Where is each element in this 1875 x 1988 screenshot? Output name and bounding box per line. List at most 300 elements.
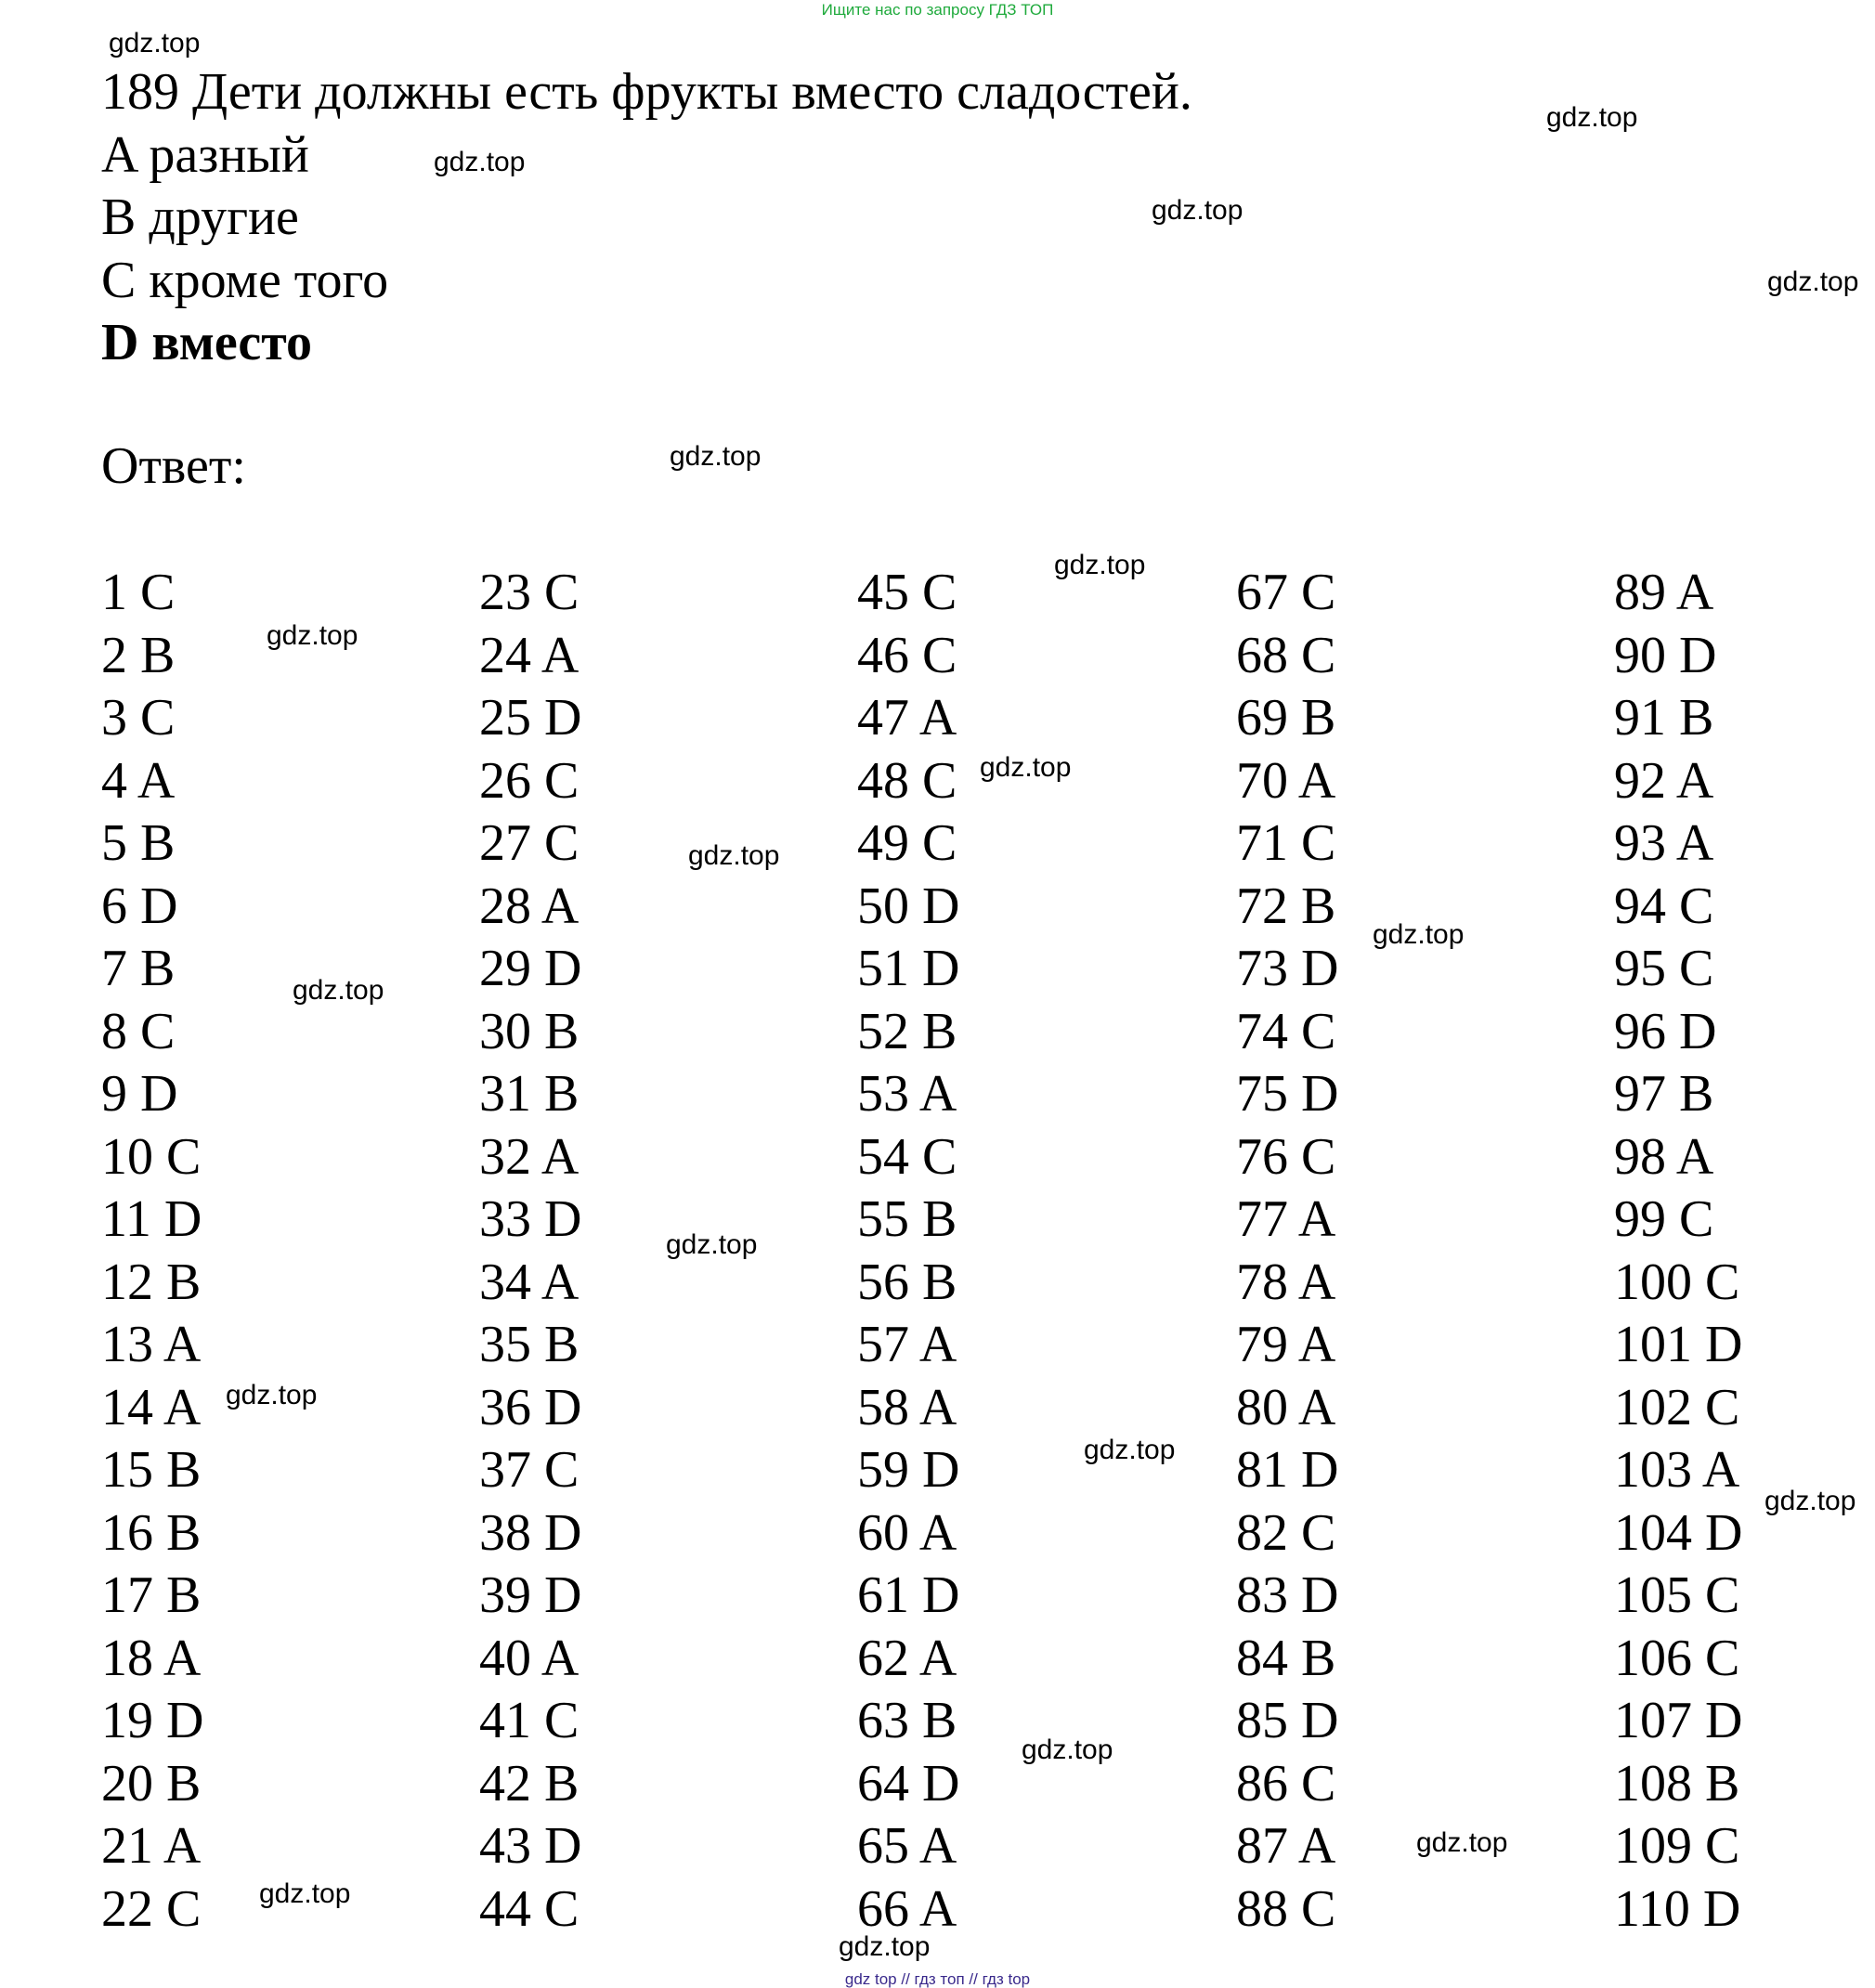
answer-number: 90: [1614, 626, 1666, 684]
answer-item: [1614, 1440, 1739, 1500]
answer-item: [101, 1315, 201, 1374]
answer-item: [101, 688, 175, 747]
answer-number: 3: [101, 689, 127, 747]
answer-item: [857, 877, 959, 936]
answer-item: [479, 1879, 579, 1939]
answer-number: 2: [101, 626, 127, 684]
answer-item: [101, 563, 175, 622]
answer-letter: B: [140, 940, 176, 997]
answer-item: [101, 1691, 203, 1750]
answer-number: 31: [479, 1065, 531, 1123]
answer-item: [857, 813, 957, 873]
answer-letter: B: [1301, 689, 1336, 747]
answer-item: [479, 563, 579, 622]
answer-item: [1236, 1754, 1335, 1813]
answer-number: 27: [479, 814, 531, 872]
answer-letter: C: [544, 564, 579, 621]
answer-item: [857, 1879, 957, 1939]
option-d-correct: [101, 313, 312, 372]
answer-item: [857, 1002, 957, 1061]
answer-number: 86: [1236, 1754, 1288, 1813]
watermark: gdz.top: [434, 147, 526, 177]
answer-number: 76: [1236, 1127, 1288, 1186]
answer-item: [479, 1315, 579, 1374]
answer-number: 58: [857, 1378, 909, 1436]
answer-number: 8: [101, 1002, 127, 1060]
answer-number: 40: [479, 1629, 531, 1687]
watermark: gdz.top: [1084, 1435, 1176, 1465]
answer-letter: C: [1705, 1817, 1740, 1875]
top-banner: Ищите нас по запросу ГДЗ ТОП: [821, 1, 1054, 19]
answer-number: 88: [1236, 1879, 1288, 1938]
answer-number: 91: [1614, 689, 1666, 747]
answer-letter: C: [922, 1127, 957, 1186]
watermark: gdz.top: [267, 620, 358, 651]
answer-letter: D: [1301, 1065, 1339, 1123]
answer-number: 52: [857, 1002, 909, 1060]
answer-number: 101: [1614, 1316, 1692, 1373]
answer-letter: B: [544, 1065, 579, 1123]
answer-item: [1614, 1566, 1739, 1625]
answer-letter: D: [1679, 626, 1717, 684]
answer-item: [857, 1754, 959, 1813]
answer-number: 37: [479, 1441, 531, 1499]
answer-letter: C: [1301, 1754, 1336, 1813]
answer-item: [1614, 1002, 1716, 1061]
answer-item: [1614, 813, 1713, 873]
answer-number: 63: [857, 1692, 909, 1749]
answer-item: [1236, 1127, 1335, 1187]
answer-letter: D: [544, 1817, 582, 1875]
answer-letter: A: [918, 1503, 957, 1562]
watermark: gdz.top: [1416, 1827, 1508, 1858]
watermark: gdz.top: [839, 1931, 931, 1962]
answer-item: [857, 688, 957, 747]
answer-item: [1236, 1440, 1338, 1500]
answer-number: 23: [479, 564, 531, 621]
footer-link[interactable]: гдз топ: [914, 1970, 965, 1988]
answer-number: 74: [1236, 1002, 1288, 1060]
answer-item: [1236, 1253, 1335, 1312]
answer-letter: B: [1705, 1754, 1740, 1813]
footer-separator: //: [901, 1970, 910, 1988]
footer-link[interactable]: gdz top: [844, 1970, 897, 1988]
answer-letter: A: [163, 1629, 202, 1687]
answer-number: 95: [1614, 940, 1666, 997]
answer-letter: C: [544, 1879, 579, 1938]
answer-number: 45: [857, 564, 909, 621]
answer-letter: C: [1301, 814, 1336, 872]
answer-item: [1236, 1566, 1338, 1625]
answer-item: [101, 1816, 201, 1876]
answer-letter: C: [166, 1879, 202, 1938]
answer-letter: A: [163, 1378, 202, 1436]
answer-number: 81: [1236, 1441, 1288, 1499]
answer-item: [1614, 1503, 1742, 1563]
answer-item: [1236, 1629, 1335, 1688]
answer-item: [1236, 1064, 1338, 1124]
answer-item: [101, 813, 175, 873]
answer-item: [857, 1189, 957, 1249]
answer-number: 80: [1236, 1378, 1288, 1436]
answer-number: 22: [101, 1879, 153, 1938]
answer-number: 33: [479, 1190, 531, 1248]
answer-number: 61: [857, 1566, 909, 1624]
answer-number: 46: [857, 626, 909, 684]
answer-item: [101, 1064, 177, 1124]
answer-item: [857, 1566, 959, 1625]
answer-number: 77: [1236, 1190, 1288, 1248]
watermark: gdz.top: [259, 1878, 351, 1909]
answer-number: 16: [101, 1503, 153, 1562]
answer-letter: A: [540, 877, 579, 935]
answer-item: [857, 1629, 957, 1688]
answer-number: 56: [857, 1253, 909, 1311]
answer-number: 105: [1614, 1566, 1692, 1624]
answer-letter: C: [140, 1002, 176, 1060]
answer-number: 21: [101, 1817, 153, 1875]
answer-number: 57: [857, 1316, 909, 1373]
answer-number: 29: [479, 940, 531, 997]
answer-number: 38: [479, 1503, 531, 1562]
answer-letter: D: [922, 1441, 960, 1499]
answer-letter: C: [1301, 626, 1336, 684]
answer-letter: D: [1679, 1002, 1717, 1060]
option-c: [101, 251, 388, 310]
answer-number: 42: [479, 1754, 531, 1813]
answer-number: 110: [1614, 1879, 1690, 1938]
answer-item: [479, 751, 579, 811]
answer-number: 83: [1236, 1566, 1288, 1624]
answer-letter: D: [544, 1503, 582, 1562]
answer-item: [857, 1315, 957, 1374]
answer-item: [479, 939, 581, 998]
answer-number: 84: [1236, 1629, 1288, 1687]
answer-item: [1236, 1691, 1338, 1750]
answer-number: 43: [479, 1817, 531, 1875]
answer-letter: C: [544, 751, 579, 810]
answer-number: 6: [101, 877, 127, 935]
answer-item: [1236, 688, 1335, 747]
answer-letter: A: [540, 626, 579, 684]
answer-number: 82: [1236, 1503, 1288, 1562]
answer-letter: C: [922, 814, 957, 872]
answer-item: [1236, 877, 1335, 936]
answer-letter: A: [1675, 1127, 1714, 1186]
answer-letter: B: [922, 1002, 957, 1060]
answer-letter: C: [166, 1127, 202, 1186]
watermark: gdz.top: [1373, 919, 1465, 950]
watermark: gdz.top: [1546, 102, 1638, 133]
answer-letter: A: [1297, 1190, 1336, 1248]
answer-item: [1614, 751, 1713, 811]
answer-number: 103: [1614, 1441, 1692, 1499]
answer-number: 70: [1236, 751, 1288, 810]
answer-number: 48: [857, 751, 909, 810]
answer-item: [857, 1064, 957, 1124]
answer-item: [1236, 626, 1335, 685]
answer-number: 60: [857, 1503, 909, 1562]
answer-item: [479, 1754, 579, 1813]
answer-item: [1614, 1879, 1740, 1939]
answer-letter: C: [544, 1441, 579, 1499]
answer-letter: C: [922, 751, 957, 810]
answer-letter: A: [1297, 1316, 1336, 1373]
watermark: gdz.top: [1152, 195, 1243, 226]
option-letter: A: [101, 126, 137, 184]
answer-letter: A: [163, 1316, 202, 1373]
answer-item: [101, 1127, 201, 1187]
answer-letter: A: [163, 1817, 202, 1875]
answer-number: 65: [857, 1817, 909, 1875]
answer-item: [1614, 939, 1713, 998]
answer-letter: A: [918, 689, 957, 747]
answer-letter: C: [1301, 1002, 1336, 1060]
answer-number: 99: [1614, 1190, 1666, 1248]
answer-number: 79: [1236, 1316, 1288, 1373]
answer-letter: D: [922, 940, 960, 997]
answer-number: 54: [857, 1127, 909, 1186]
answer-letter: A: [1675, 814, 1714, 872]
answer-number: 93: [1614, 814, 1666, 872]
answer-number: 5: [101, 814, 127, 872]
answer-number: 62: [857, 1629, 909, 1687]
answer-letter: D: [922, 1566, 960, 1624]
answer-number: 4: [101, 751, 127, 810]
answer-letter: D: [1705, 1692, 1743, 1749]
answer-item: [1236, 1378, 1335, 1437]
answer-letter: B: [1301, 1629, 1336, 1687]
answer-number: 34: [479, 1253, 531, 1311]
answer-item: [479, 1002, 579, 1061]
answer-letter: B: [166, 1566, 202, 1624]
watermark: gdz.top: [980, 752, 1072, 783]
answer-number: 26: [479, 751, 531, 810]
answer-number: 14: [101, 1378, 153, 1436]
answer-item: [857, 1253, 957, 1312]
answer-item: [101, 1754, 201, 1813]
answer-number: 35: [479, 1316, 531, 1373]
answer-item: [1236, 751, 1335, 811]
answer-item: [479, 1691, 579, 1750]
answer-number: 18: [101, 1629, 153, 1687]
answer-number: 72: [1236, 877, 1288, 935]
answer-number: 36: [479, 1378, 531, 1436]
answer-letter: A: [918, 1316, 957, 1373]
answer-letter: C: [922, 564, 957, 621]
answer-item: [101, 1002, 175, 1061]
answer-letter: A: [540, 1629, 579, 1687]
answer-number: 28: [479, 877, 531, 935]
option-text: другие: [149, 188, 299, 246]
answer-item: [1236, 563, 1335, 622]
watermark: gdz.top: [1022, 1735, 1113, 1765]
answer-letter: C: [544, 1692, 579, 1749]
answer-letter: D: [1301, 1566, 1339, 1624]
answer-item: [1236, 1879, 1335, 1939]
answer-item: [479, 1189, 581, 1249]
answer-number: 89: [1614, 564, 1666, 621]
answer-item: [1614, 1064, 1713, 1124]
option-text: кроме того: [149, 252, 389, 309]
answer-number: 13: [101, 1316, 153, 1373]
answer-item: [1614, 1253, 1739, 1312]
answer-letter: D: [1301, 1441, 1339, 1499]
answer-letter: C: [1679, 877, 1714, 935]
answer-number: 97: [1614, 1065, 1666, 1123]
footer-separator: //: [969, 1970, 978, 1988]
answer-letter: D: [1301, 940, 1339, 997]
answer-item: [857, 626, 957, 685]
answer-letter: C: [544, 814, 579, 872]
answer-item: [479, 1253, 579, 1312]
answer-item: [857, 1691, 957, 1750]
answer-letter: C: [140, 564, 176, 621]
answer-letter: A: [918, 1065, 957, 1123]
answer-number: 85: [1236, 1692, 1288, 1749]
bottom-banner: [0, 1971, 1875, 1988]
answer-item: [1614, 1691, 1742, 1750]
answer-number: 107: [1614, 1692, 1692, 1749]
option-text: разный: [149, 126, 309, 184]
answer-item: [1614, 626, 1716, 685]
answer-letter: D: [922, 1754, 960, 1813]
answer-letter: B: [1679, 1065, 1714, 1123]
answer-letter: C: [1301, 564, 1336, 621]
answer-letter: C: [1705, 1378, 1740, 1436]
watermark: gdz.top: [688, 840, 780, 871]
answer-number: 55: [857, 1190, 909, 1248]
watermark: gdz.top: [666, 1229, 758, 1260]
answer-letter: D: [544, 1566, 582, 1624]
answer-item: [479, 1127, 579, 1187]
answer-letter: B: [140, 814, 176, 872]
answer-number: 25: [479, 689, 531, 747]
answer-letter: B: [922, 1692, 957, 1749]
answer-letter: D: [544, 1378, 582, 1436]
answer-letter: C: [1679, 940, 1714, 997]
answer-number: 7: [101, 940, 127, 997]
option-letter: B: [101, 188, 137, 246]
answer-letter: C: [1679, 1190, 1714, 1248]
answer-number: 39: [479, 1566, 531, 1624]
answer-number: 68: [1236, 626, 1288, 684]
answer-letter: A: [1701, 1441, 1740, 1499]
answer-item: [1614, 1315, 1742, 1374]
answer-item: [479, 1629, 579, 1688]
answer-number: 41: [479, 1692, 531, 1749]
answer-item: [1236, 1315, 1335, 1374]
answer-letter: A: [1297, 751, 1336, 810]
answer-letter: B: [166, 1754, 202, 1813]
answer-number: 10: [101, 1127, 153, 1186]
answer-item: [1236, 939, 1338, 998]
answer-letter: D: [1705, 1503, 1743, 1562]
answer-letter: A: [1675, 564, 1714, 621]
answer-letter: C: [1301, 1503, 1336, 1562]
answer-item: [1614, 1127, 1713, 1187]
answer-item: [857, 1127, 957, 1187]
answer-number: 49: [857, 814, 909, 872]
answer-letter: B: [166, 1441, 202, 1499]
answer-item: [101, 1629, 201, 1688]
answer-letter: B: [544, 1002, 579, 1060]
answer-number: 109: [1614, 1817, 1692, 1875]
answer-letter: A: [137, 751, 176, 810]
answer-letter: B: [544, 1316, 579, 1373]
answer-letter: D: [1702, 1879, 1741, 1938]
answer-number: 104: [1614, 1503, 1692, 1562]
answer-item: [101, 1378, 201, 1437]
answer-item: [479, 813, 579, 873]
answer-letter: D: [140, 877, 178, 935]
answer-number: 94: [1614, 877, 1666, 935]
answer-number: 78: [1236, 1253, 1288, 1311]
answer-letter: D: [544, 940, 582, 997]
answer-number: 102: [1614, 1378, 1692, 1436]
answer-number: 12: [101, 1253, 153, 1311]
answer-letter: A: [918, 1629, 957, 1687]
watermark: gdz.top: [1767, 266, 1859, 297]
answer-letter: D: [544, 689, 582, 747]
option-text: вместо: [151, 314, 313, 371]
answer-number: 17: [101, 1566, 153, 1624]
question-text: 189 Дети должны есть фрукты вместо сладостей.: [101, 63, 1192, 121]
answer-number: 67: [1236, 564, 1288, 621]
answer-item: [1614, 877, 1713, 936]
answer-item: [1236, 1503, 1335, 1563]
answer-letter: A: [1297, 1253, 1336, 1311]
answer-letter: A: [918, 1817, 957, 1875]
answer-item: [857, 1440, 959, 1500]
answer-item: [1614, 688, 1713, 747]
watermark: gdz.top: [1764, 1486, 1856, 1516]
option-letter: D: [101, 314, 139, 371]
answer-number: 24: [479, 626, 531, 684]
answer-item: [101, 877, 177, 936]
answer-item: [1614, 1378, 1739, 1437]
answer-item: [857, 563, 957, 622]
answer-item: [101, 626, 175, 685]
footer-link[interactable]: гдз top: [982, 1970, 1031, 1988]
answer-letter: B: [922, 1253, 957, 1311]
option-a: [101, 125, 309, 185]
answer-number: 73: [1236, 940, 1288, 997]
answer-item: [479, 688, 581, 747]
answer-item: [1236, 1816, 1335, 1876]
answer-letter: C: [1705, 1629, 1740, 1687]
answer-number: 53: [857, 1065, 909, 1123]
answer-item: [479, 1566, 581, 1625]
answer-item: [479, 1064, 579, 1124]
answer-number: 11: [101, 1190, 151, 1248]
answer-item: [101, 1189, 202, 1249]
answer-number: 51: [857, 940, 909, 997]
answer-letter: A: [540, 1253, 579, 1311]
answer-item: [1236, 813, 1335, 873]
answer-letter: D: [922, 877, 960, 935]
answer-item: [479, 1440, 579, 1500]
watermark: gdz.top: [226, 1380, 318, 1410]
answer-letter: C: [922, 626, 957, 684]
answer-letter: C: [1705, 1253, 1740, 1311]
answer-item: [479, 1816, 581, 1876]
answer-item: [1614, 1816, 1739, 1876]
answer-item: [101, 1566, 201, 1625]
answer-number: 44: [479, 1879, 531, 1938]
option-b: [101, 188, 299, 247]
answer-number: 64: [857, 1754, 909, 1813]
